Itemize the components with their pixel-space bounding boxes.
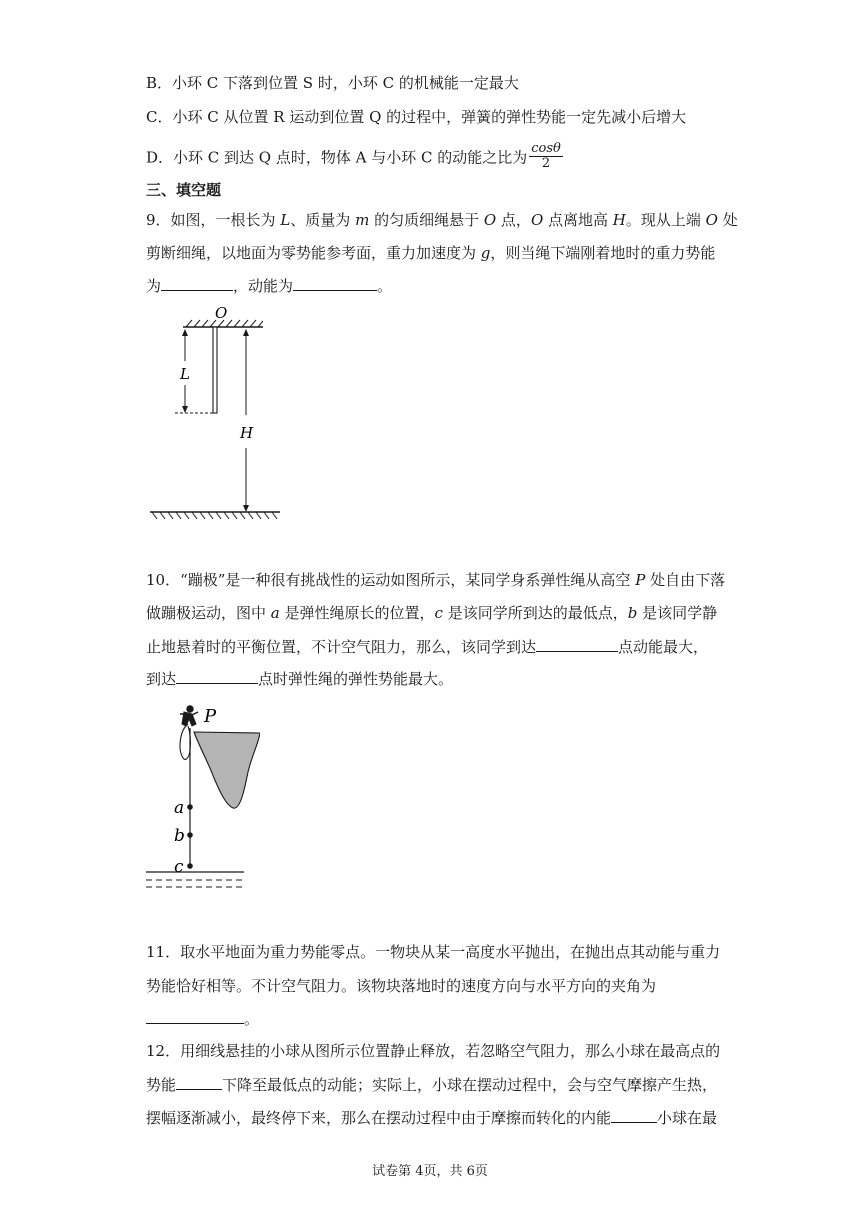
cliff-shape bbox=[194, 732, 260, 808]
q9-figure bbox=[140, 305, 300, 525]
label-l: L bbox=[180, 365, 190, 383]
q9-blank-2[interactable] bbox=[293, 276, 377, 291]
q11-line-3: 。 bbox=[146, 1009, 259, 1029]
jumper-icon bbox=[180, 706, 198, 726]
q12-line-2: 势能 下降至最低点的动能；实际上，小球在摆动过程中，会与空气摩擦产生热， bbox=[146, 1076, 718, 1094]
point-b bbox=[187, 832, 193, 838]
label-c: c bbox=[174, 857, 184, 877]
label-h: H bbox=[240, 424, 254, 442]
section-title: 三、填空题 bbox=[146, 181, 222, 199]
label-p: P bbox=[204, 706, 217, 727]
point-c bbox=[187, 863, 193, 869]
label-b: b bbox=[174, 826, 185, 846]
q10-blank-2[interactable] bbox=[176, 669, 258, 684]
page-footer: 试卷第 4页，共 6页 bbox=[372, 1164, 488, 1179]
q12-blank-2[interactable] bbox=[611, 1108, 657, 1123]
q10-line-2: 做蹦极运动，图中 a 是弹性绳原长的位置，c 是该同学所到达的最低点，b 是该同学静 bbox=[146, 604, 718, 622]
q12-line-1: 12．用细线悬挂的小球从图所示位置静止释放，若忽略空气阻力，那么小球在最高点的 bbox=[146, 1042, 721, 1060]
rope bbox=[213, 327, 217, 413]
option-d bbox=[146, 141, 563, 173]
q10-blank-1[interactable] bbox=[536, 637, 618, 652]
label-o: O bbox=[215, 305, 228, 322]
q11-line-2: 势能恰好相等。不计空气阻力。该物块落地时的速度方向与水平方向的夹角为 bbox=[146, 977, 657, 995]
fraction-numerator: cosθ bbox=[531, 141, 561, 156]
q9-line-1: 9．如图，一根长为 L、质量为 m 的匀质细绳悬于 O 点，O 点离地高 H。现从上端 O 处 bbox=[146, 211, 738, 229]
q11-line-1: 11．取水平地面为重力势能零点。一物块从某一高度水平抛出，在抛出点其动能与重力 bbox=[146, 943, 721, 961]
q12-blank-1[interactable] bbox=[176, 1075, 222, 1090]
q11-blank[interactable] bbox=[146, 1009, 244, 1024]
q9-blank-1[interactable] bbox=[161, 276, 233, 291]
option-c: C．小环 C 从位置 R 运动到位置 Q 的过程中，弹簧的弹性势能一定先减小后增大 bbox=[146, 108, 687, 126]
option-b: B．小环 C 下落到位置 S 时，小环 C 的机械能一定最大 bbox=[146, 74, 519, 92]
fraction-denominator: 2 bbox=[541, 156, 551, 171]
q9-line-3: 为 ，动能为 。 bbox=[146, 277, 393, 295]
option-d-fraction bbox=[529, 142, 563, 171]
q10-line-3: 止地悬着时的平衡位置，不计空气阻力，那么，该同学到达 点动能最大， bbox=[146, 638, 709, 656]
q10-line-1: 10．“蹦极”是一种很有挑战性的运动如图所示，某同学身系弹性绳从高空 P 处自由下落 bbox=[146, 571, 726, 589]
option-d-text: D．小环 C 到达 Q 点时，物体 A 与小环 C 的动能之比为 bbox=[146, 148, 528, 167]
q12-line-3: 摆幅逐渐减小，最终停下来，那么在摆动过程中由于摩擦而转化的内能 小球在最 bbox=[146, 1109, 718, 1127]
ground-hatch bbox=[152, 512, 277, 519]
q10-figure bbox=[140, 700, 260, 900]
point-a bbox=[187, 804, 193, 810]
q10-line-4: 到达 点时弹性绳的弹性势能最大。 bbox=[146, 670, 454, 688]
q9-line-2: 剪断细绳，以地面为零势能参考面，重力加速度为 g，则当绳下端刚着地时的重力势能 bbox=[146, 244, 716, 262]
label-a: a bbox=[174, 798, 185, 818]
bungee-cord bbox=[180, 724, 190, 759]
